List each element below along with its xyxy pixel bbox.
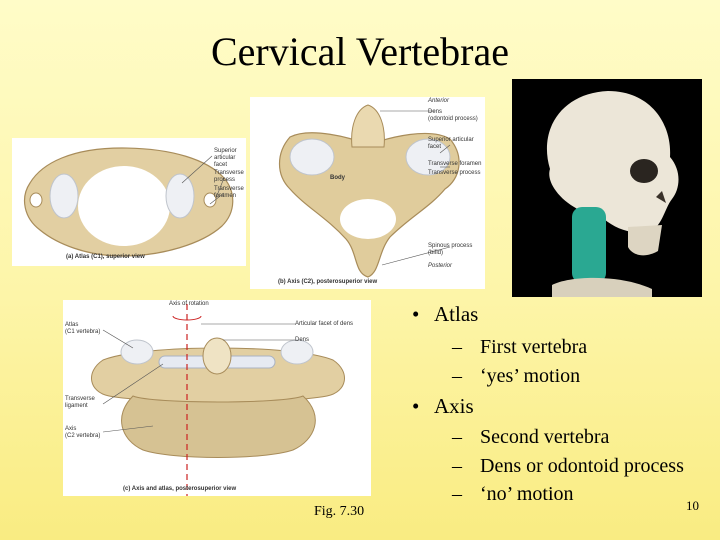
sub-bullet-text: First vertebra	[480, 336, 588, 358]
label-articular-facet-of-dens: Articular facet of dens	[295, 321, 354, 327]
sub-bullet-text: Dens or odontoid process	[480, 455, 684, 477]
label-transverse-process: Transverse process	[428, 170, 481, 176]
skull-neck-photo	[512, 79, 702, 297]
axis-caption: (b) Axis (C2), posterosuperior view	[278, 279, 378, 285]
label-atlas: Atlas (C1 vertebra)	[65, 322, 101, 335]
label-body: Body	[330, 175, 345, 181]
slide-title: Cervical Vertebrae	[211, 29, 509, 74]
skull-illustration	[512, 79, 702, 297]
label-anterior: Anterior	[428, 98, 450, 104]
atlas-illustration	[12, 138, 246, 266]
label-axis: Axis (C2 vertebra)	[65, 426, 101, 439]
label-superior-articular-facet: Superior articular facet	[428, 137, 474, 150]
dash-glyph: –	[452, 455, 462, 477]
axis-illustration	[250, 97, 485, 289]
dash-glyph: –	[452, 426, 462, 448]
label-transverse-ligament: Transverse ligament	[65, 396, 95, 409]
sub-bullet	[452, 365, 580, 388]
bullet-glyph: •	[412, 394, 420, 418]
dash-glyph: –	[452, 365, 462, 387]
label-posterior: Posterior	[428, 263, 453, 269]
sub-bullet-text: ‘yes’ motion	[480, 365, 581, 387]
sub-bullet-text: Second vertebra	[480, 426, 610, 448]
label-transverse-foramen: Transverse foramen	[428, 161, 482, 167]
sub-bullet	[452, 426, 609, 449]
label-spinous-process: Spinous process (bifid)	[428, 243, 473, 256]
atlas-caption: (a) Atlas (C1), superior view	[66, 254, 145, 260]
bullet-text: Axis	[434, 394, 474, 418]
sub-bullet	[452, 455, 684, 478]
axis-posterosuperior-view-figure	[250, 97, 485, 289]
sub-bullet-text: ‘no’ motion	[480, 483, 574, 505]
axis-atlas-combined-figure	[63, 300, 371, 496]
figure-reference: Fig. 7.30	[314, 504, 365, 519]
label-axis-of-rotation: Axis of rotation	[169, 301, 209, 307]
page-number: 10	[686, 498, 699, 513]
bullet-glyph: •	[412, 302, 420, 326]
label-superior-articular-facet: Superior articular facet	[214, 148, 237, 168]
atlas-superior-view-figure	[12, 138, 246, 266]
sub-bullet	[452, 336, 587, 359]
bullet-axis	[412, 394, 474, 419]
label-transverse-process: Transverse process	[214, 170, 244, 183]
bullet-atlas	[412, 302, 478, 327]
sub-bullet	[452, 483, 574, 506]
label-transverse-foramen: Transverse foramen	[214, 186, 244, 199]
dash-glyph: –	[452, 336, 462, 358]
label-dens: Dens (odontoid process)	[428, 109, 478, 122]
combined-caption: (c) Axis and atlas, posterosuperior view	[123, 486, 237, 492]
combined-illustration	[63, 300, 371, 496]
dash-glyph: –	[452, 483, 462, 505]
bullet-text: Atlas	[434, 302, 479, 326]
label-dens: Dens	[295, 337, 310, 343]
